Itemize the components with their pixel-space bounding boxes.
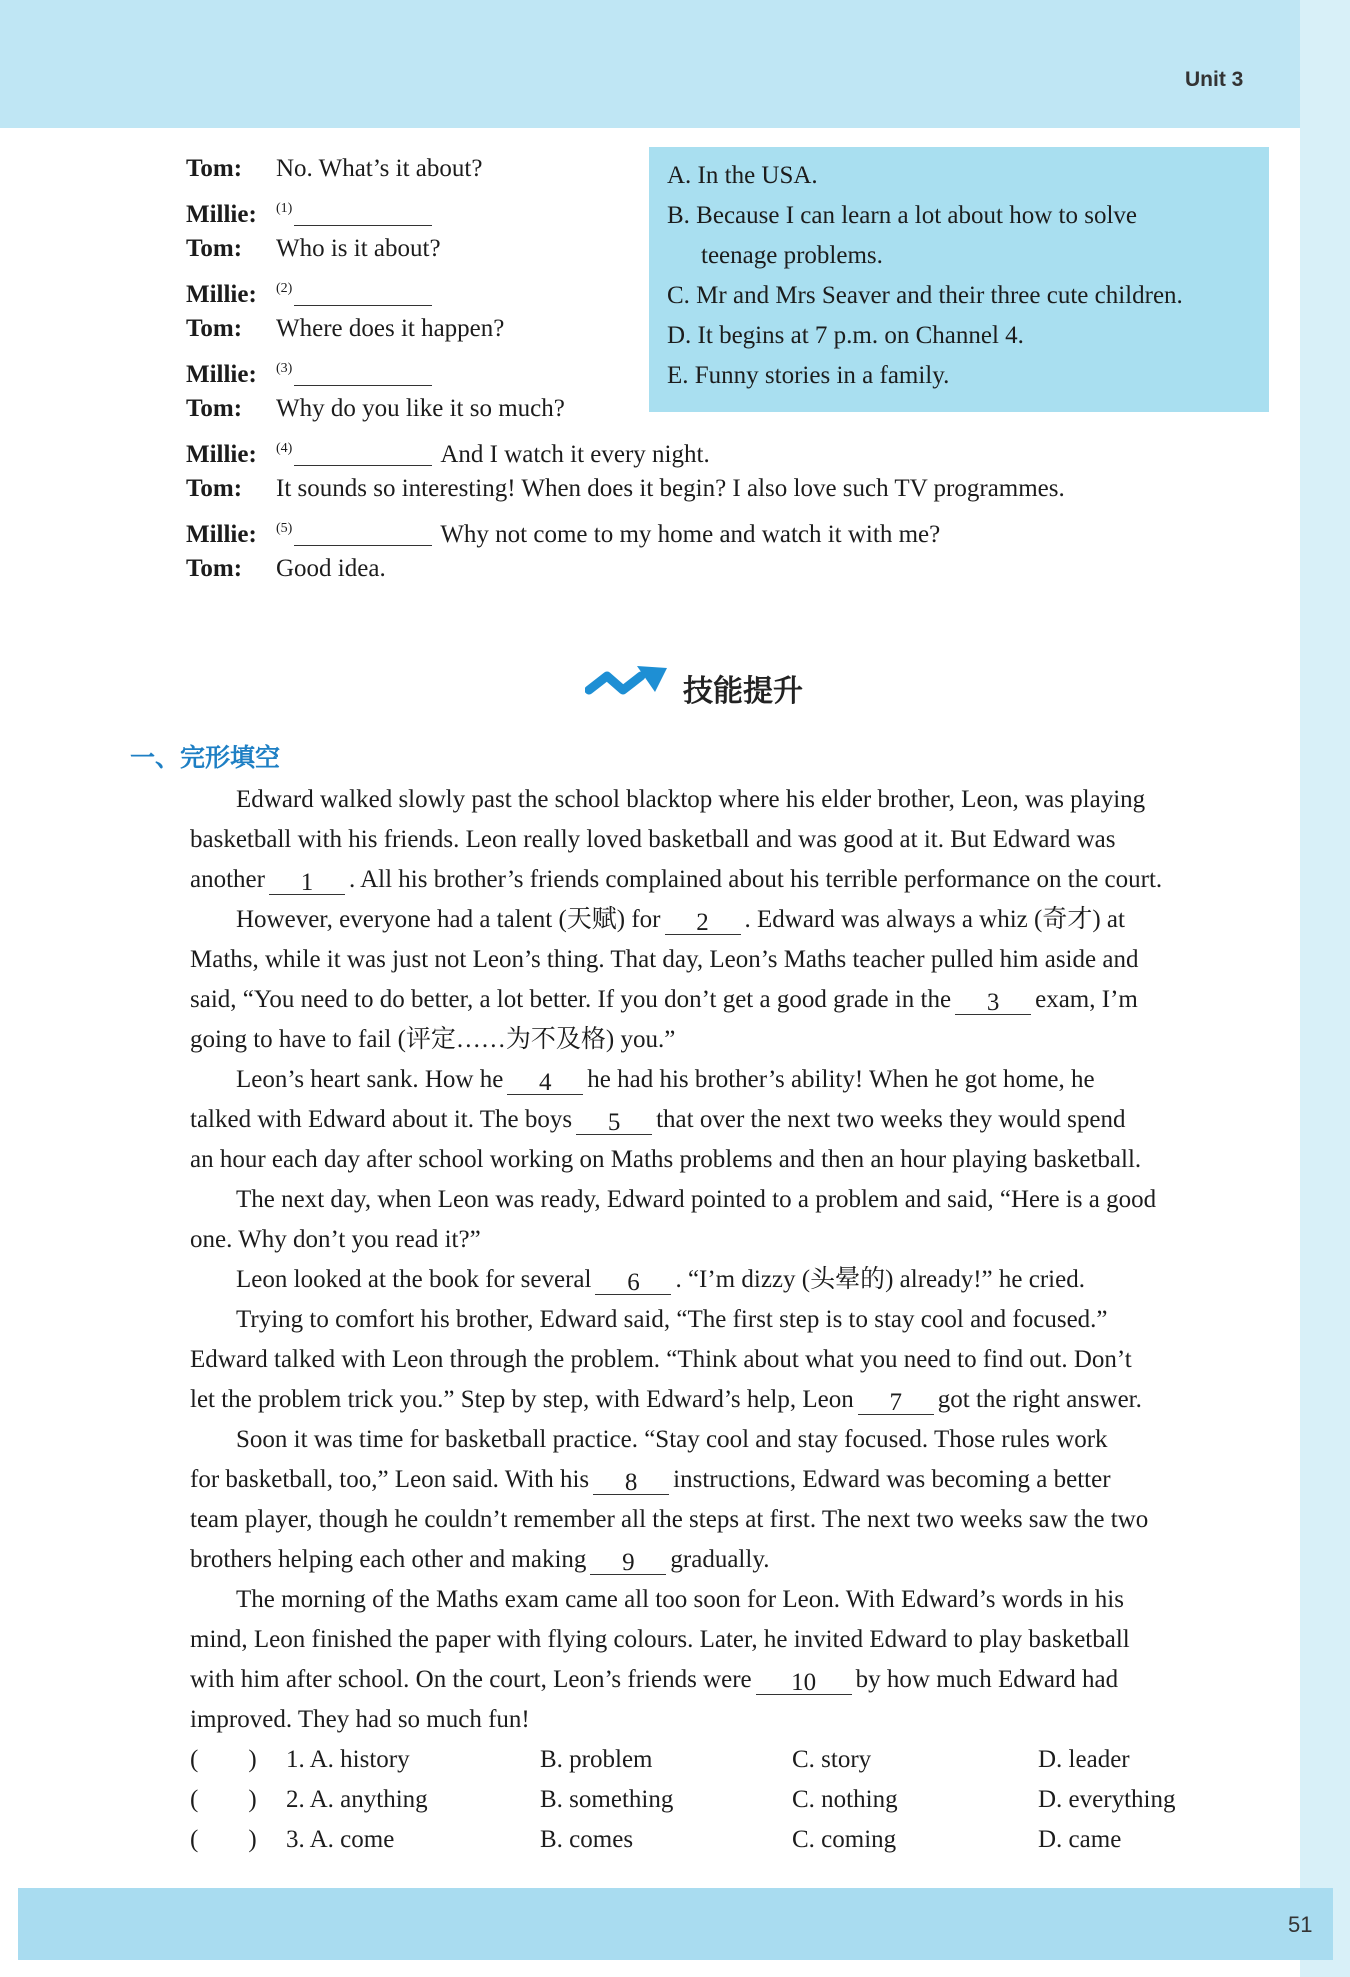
text: Leon looked at the book for several bbox=[236, 1266, 592, 1293]
passage-line bbox=[190, 865, 1270, 895]
line-text: No. What’s it about? bbox=[276, 155, 483, 182]
option-b: B. problem bbox=[540, 1746, 653, 1773]
passage-line: The morning of the Maths exam came all too soon for Leon. With Edward’s words in his bbox=[236, 1586, 1124, 1613]
dialogue-line bbox=[186, 514, 940, 550]
speaker: Tom: bbox=[186, 155, 243, 182]
blank-number: (5) bbox=[276, 521, 293, 536]
dialogue-line bbox=[186, 154, 482, 184]
speaker: Tom: bbox=[186, 315, 243, 342]
gap-1[interactable]: 1 bbox=[269, 868, 345, 895]
speaker: Millie: bbox=[186, 441, 257, 468]
dialogue-line bbox=[186, 474, 1065, 504]
passage-line bbox=[190, 985, 1270, 1015]
dialogue-line bbox=[186, 394, 565, 424]
blank-number: (4) bbox=[276, 441, 293, 456]
speaker: Millie: bbox=[186, 281, 257, 308]
text: talked with Edward about it. The boys bbox=[190, 1106, 573, 1133]
option-b: B. Because I can learn a lot about how to solve bbox=[667, 202, 1137, 229]
line-text: It sounds so interesting! When does it begin? I also love such TV programmes. bbox=[276, 475, 1065, 502]
answer-blank[interactable] bbox=[294, 441, 432, 466]
passage-line: mind, Leon finished the paper with flying colours. Later, he invited Edward to play basketball bbox=[190, 1626, 1130, 1653]
speaker: Tom: bbox=[186, 395, 243, 422]
speaker: Millie: bbox=[186, 521, 257, 548]
text: . All his brother’s friends complained about his terrible performance on the court. bbox=[348, 866, 1163, 893]
option-d: D. came bbox=[1038, 1826, 1122, 1853]
unit-label: Unit 3 bbox=[1185, 68, 1244, 91]
text: said, “You need to do better, a lot better. If you don’t get a good grade in the bbox=[190, 986, 952, 1013]
speaker: Tom: bbox=[186, 555, 243, 582]
passage-line bbox=[236, 1065, 1316, 1095]
passage-line bbox=[190, 1385, 1270, 1415]
line-text: And I watch it every night. bbox=[440, 441, 710, 468]
gap-10[interactable]: 10 bbox=[756, 1668, 852, 1695]
option-a: 1. A. history bbox=[286, 1746, 410, 1773]
option-c: C. story bbox=[792, 1746, 872, 1773]
passage-line: Trying to comfort his brother, Edward said, “The first step is to stay cool and focused.” bbox=[236, 1306, 1108, 1333]
answer-blank[interactable] bbox=[294, 361, 432, 386]
dialogue-line bbox=[186, 314, 504, 344]
section-title bbox=[585, 658, 845, 714]
passage-line: Maths, while it was just not Leon’s thing. That day, Leon’s Maths teacher pulled him aside and bbox=[190, 946, 1139, 973]
text: Leon’s heart sank. How he bbox=[236, 1066, 504, 1093]
blank-number: (2) bbox=[276, 281, 293, 296]
gap-6[interactable]: 6 bbox=[595, 1268, 671, 1295]
answer-bracket[interactable]: ( ) bbox=[190, 1826, 257, 1853]
question-row bbox=[190, 1745, 1270, 1775]
passage-line: The next day, when Leon was ready, Edward pointed to a problem and said, “Here is a good bbox=[236, 1186, 1157, 1213]
option-a: 3. A. come bbox=[286, 1826, 395, 1853]
line-text: Good idea. bbox=[276, 555, 386, 582]
option-a: 2. A. anything bbox=[286, 1786, 428, 1813]
gap-2[interactable]: 2 bbox=[665, 908, 741, 935]
question-row bbox=[190, 1785, 1270, 1815]
speaker: Millie: bbox=[186, 361, 257, 388]
blank-number: (1) bbox=[276, 201, 293, 216]
passage-line: Soon it was time for basketball practice. “Stay cool and stay focused. Those rules work bbox=[236, 1426, 1108, 1453]
option-b: B. something bbox=[540, 1786, 674, 1813]
option-d: D. leader bbox=[1038, 1746, 1130, 1773]
answer-bracket[interactable]: ( ) bbox=[190, 1746, 257, 1773]
passage-line bbox=[236, 1265, 1316, 1295]
gap-3[interactable]: 3 bbox=[955, 988, 1031, 1015]
text: brothers helping each other and making bbox=[190, 1546, 587, 1573]
gap-7[interactable]: 7 bbox=[858, 1388, 934, 1415]
option-c: C. Mr and Mrs Seaver and their three cute children. bbox=[667, 282, 1183, 309]
text: exam, I’m bbox=[1035, 986, 1138, 1013]
passage-line bbox=[190, 1545, 1270, 1575]
option-c: C. coming bbox=[792, 1826, 897, 1853]
text: . Edward was always a whiz (奇才) at bbox=[744, 906, 1125, 933]
trend-arrow-icon bbox=[585, 664, 671, 704]
text: However, everyone had a talent (天赋) for bbox=[236, 906, 661, 933]
dialogue-line bbox=[186, 274, 440, 310]
option-d: D. everything bbox=[1038, 1786, 1176, 1813]
option-b: B. comes bbox=[540, 1826, 634, 1853]
text: he had his brother’s ability! When he got home, he bbox=[587, 1066, 1095, 1093]
text: for basketball, too,” Leon said. With his bbox=[190, 1466, 590, 1493]
passage-line: an hour each day after school working on Maths problems and then an hour playing basketball. bbox=[190, 1146, 1142, 1173]
passage-line: going to have to fail (评定……为不及格) you.” bbox=[190, 1026, 676, 1053]
section-title-text: 技能提升 bbox=[683, 674, 803, 709]
footer-band bbox=[18, 1888, 1333, 1960]
answer-bracket[interactable]: ( ) bbox=[190, 1786, 257, 1813]
speaker: Tom: bbox=[186, 235, 243, 262]
right-margin-band bbox=[1300, 0, 1350, 1977]
line-text: Who is it about? bbox=[276, 235, 441, 262]
option-e: E. Funny stories in a family. bbox=[667, 362, 950, 389]
question-row bbox=[190, 1825, 1270, 1855]
dialogue-line bbox=[186, 554, 386, 584]
blank-number: (3) bbox=[276, 361, 293, 376]
header-band bbox=[0, 0, 1350, 128]
option-a: A. In the USA. bbox=[667, 162, 818, 189]
passage-line bbox=[190, 1665, 1270, 1695]
gap-4[interactable]: 4 bbox=[507, 1068, 583, 1095]
passage-line: one. Why don’t you read it?” bbox=[190, 1226, 481, 1253]
gap-9[interactable]: 9 bbox=[590, 1548, 666, 1575]
passage-line: improved. They had so much fun! bbox=[190, 1706, 530, 1733]
speaker: Tom: bbox=[186, 475, 243, 502]
passage-line bbox=[190, 1105, 1270, 1135]
text: by how much Edward had bbox=[855, 1666, 1119, 1693]
passage-line bbox=[236, 905, 1316, 935]
passage-line bbox=[190, 1465, 1270, 1495]
gap-5[interactable]: 5 bbox=[576, 1108, 652, 1135]
sub-heading: 一、完形填空 bbox=[130, 743, 281, 772]
option-b-continued: teenage problems. bbox=[701, 242, 883, 269]
options-box bbox=[649, 147, 1269, 412]
line-text: Where does it happen? bbox=[276, 315, 505, 342]
text: another bbox=[190, 866, 265, 893]
passage-line: Edward walked slowly past the school blacktop where his elder brother, Leon, was playing bbox=[236, 786, 1146, 813]
text: with him after school. On the court, Leon’s friends were bbox=[190, 1666, 752, 1693]
line-text: Why do you like it so much? bbox=[276, 395, 565, 422]
page-number: 51 bbox=[1288, 1912, 1313, 1937]
dialogue-line bbox=[186, 354, 440, 390]
passage-line: basketball with his friends. Leon really loved basketball and was good at it. But Edward was bbox=[190, 826, 1116, 853]
line-text: Why not come to my home and watch it with me? bbox=[440, 521, 941, 548]
answer-blank[interactable] bbox=[294, 281, 432, 306]
passage-line: team player, though he couldn’t remember all the steps at first. The next two weeks saw the two bbox=[190, 1506, 1149, 1533]
passage-line: Edward talked with Leon through the problem. “Think about what you need to find out. Don’t bbox=[190, 1346, 1132, 1373]
speaker: Millie: bbox=[186, 201, 257, 228]
option-c: C. nothing bbox=[792, 1786, 898, 1813]
dialogue-line bbox=[186, 194, 440, 230]
answer-blank[interactable] bbox=[294, 521, 432, 546]
text: got the right answer. bbox=[937, 1386, 1142, 1413]
dialogue-line bbox=[186, 434, 710, 470]
option-d: D. It begins at 7 p.m. on Channel 4. bbox=[667, 322, 1024, 349]
gap-8[interactable]: 8 bbox=[593, 1468, 669, 1495]
text: . “I’m dizzy (头晕的) already!” he cried. bbox=[675, 1266, 1085, 1293]
text: gradually. bbox=[670, 1546, 770, 1573]
text: let the problem trick you.” Step by step, with Edward’s help, Leon bbox=[190, 1386, 854, 1413]
text: that over the next two weeks they would spend bbox=[656, 1106, 1126, 1133]
dialogue-line bbox=[186, 234, 441, 264]
text: instructions, Edward was becoming a better bbox=[673, 1466, 1111, 1493]
answer-blank[interactable] bbox=[294, 201, 432, 226]
